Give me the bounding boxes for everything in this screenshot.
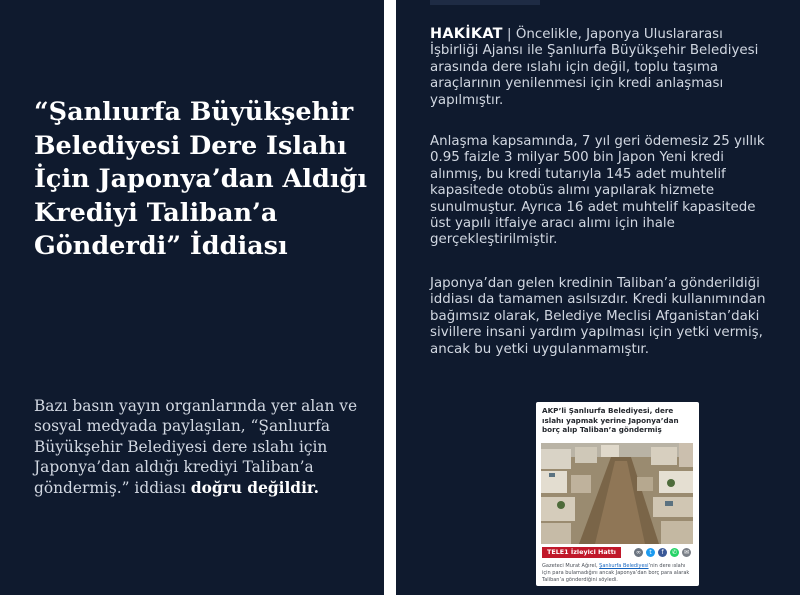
page-title: “Şanlıurfa Büyükşehir Belediyesi Dere Islahı İçin Japonya’dan Aldığı Krediyi Taliban’a Gönderdi” İddiası <box>34 97 368 262</box>
paragraph-3: Japonya’dan gelen kredinin Taliban’a gönderildiği iddiası da tamamen asılsızdır. Kredi kullanımından bağımsız olarak, Belediye Meclisi Afganistan’daki sivillere insani yardım yapılması için yetki vermiş, ancak bu yetki uygulanmamıştır. <box>430 276 766 357</box>
caption-link[interactable]: Şanlıurfa Belediyesi <box>599 563 649 569</box>
caption-text-start: Gazeteci Murat Ağırel, <box>542 563 600 569</box>
email-icon[interactable]: ✉ <box>683 549 690 556</box>
card-caption <box>542 563 694 584</box>
flood-aerial-photo <box>541 443 693 544</box>
verdict-text: doğru değildir. <box>190 478 319 497</box>
paragraph-2: Anlaşma kapsamında, 7 yıl geri ödemesiz 25 yıllık 0.95 faizle 3 milyar 500 bin Japon Yeni kredi alınmış, bu kredi tutarıyla 145 adet muhtelif kapasitede otobüs alımı yapılarak hizmete sunulmuştur. Ayrıca 16 adet muhtelif kapasitede üst yapılı itfaiye aracı alımı için ihale gerçekleştirilmiştir. <box>430 134 765 248</box>
brand-separator: | <box>502 27 516 42</box>
card-headline: AKP’li Şanlıurfa Belediyesi, dere ıslahı yapmak yerine Japonya’dan borç alıp Taliban’a göndermiş <box>542 406 679 435</box>
paragraph-1 <box>430 26 770 109</box>
facebook-icon[interactable]: f <box>658 548 667 557</box>
top-strip-decoration <box>430 0 540 5</box>
source-tag: TELE1 İzleyici Hattı <box>542 547 621 558</box>
flood-photo-illustration <box>541 443 693 544</box>
right-panel <box>396 0 800 595</box>
claim-text: Bazı basın yayın organlarında yer alan ve sosyal medyada paylaşılan, “Şanlıurfa Büyükşehir Belediyesi dere ıslahı için Japonya’dan aldığı krediyi Taliban’a göndermiş.” iddiası <box>34 397 358 497</box>
brand-label: HAKİKAT <box>430 26 503 42</box>
paragraph-1-text: Öncelikle, Japonya Uluslararası İşbirliği Ajansı ile Şanlıurfa Büyükşehir Belediyesi arasında dere ıslahı için değil, toplu taşıma araçlarının yenilenmesi için kredi anlaşması yapılmıştır. <box>430 27 759 108</box>
left-panel <box>0 0 384 595</box>
twitter-icon[interactable]: t <box>646 548 655 557</box>
claim-summary <box>34 396 379 498</box>
whatsapp-icon[interactable]: ✆ <box>671 549 678 556</box>
caption-text-end: ’nin dere ıslahı için para bulamadığını ancak Japonya’dan borç para alarak Taliban’a gönderdiğini söyledi. <box>542 563 690 583</box>
share-bar <box>542 547 694 558</box>
link-icon[interactable]: ∞ <box>636 549 641 556</box>
news-screenshot-card <box>536 402 699 586</box>
